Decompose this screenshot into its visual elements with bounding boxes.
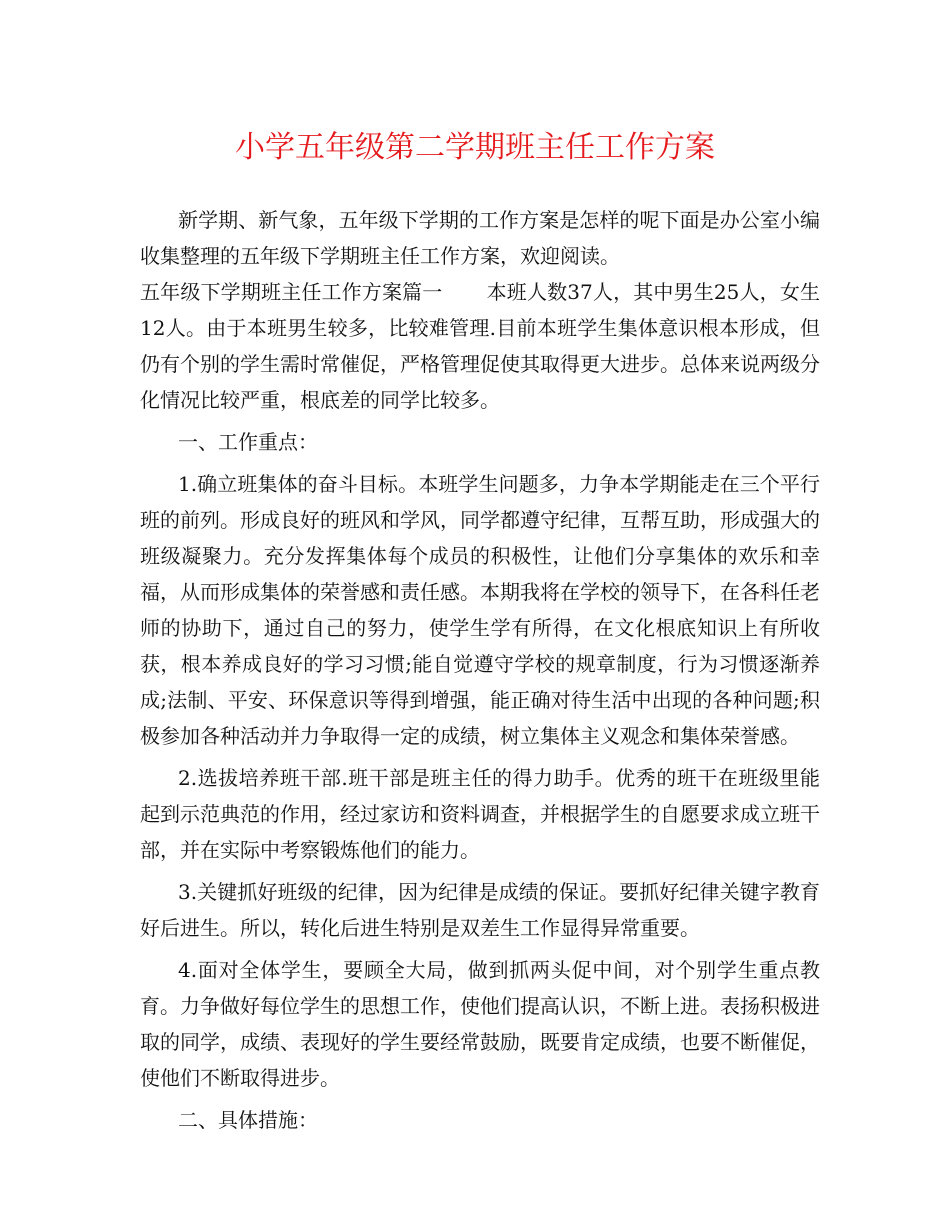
class-info-text: 本班人数37人，其中男生25人，女生12人。由于本班男生较多，比较难管理.目前本班学生集体意识根本形成，但仍有个别的学生需时常催促，严格管理促使其取得更大进步。总体来说两级分化情况比较严重，根底差的同学比较多。 <box>140 280 820 412</box>
point-2-paragraph: 2.选拔培养班干部.班干部是班主任的得力助手。优秀的班干在班级里能起到示范典范的作用，经过家访和资料调查，并根据学生的自愿要求成立班干部，并在实际中考察锻炼他们的能力。 <box>140 766 820 862</box>
point-4-paragraph: 4.面对全体学生，要顾全大局，做到抓两头促中间，对个别学生重点教育。力争做好每位学生的思想工作，使他们提高认识，不断上进。表扬积极进取的同学，成绩、表现好的学生要经常鼓励，既要肯定成绩，也要不断催促，使他们不断取得进步。 <box>140 958 820 1090</box>
section-heading-1: 一、工作重点： <box>178 430 318 454</box>
point-1-paragraph: 1.确立班集体的奋斗目标。本班学生问题多，力争本学期能走在三个平行班的前列。形成良好的班风和学风，同学都遵守纪律，互帮互助，形成强大的班级凝聚力。充分发挥集体每个成员的积极性，让他们分享集体的欢乐和幸福，从而形成集体的荣誉感和责任感。本期我将在学校的领导下，在各科任老师的协助下，通过自己的努力，使学生学有所得，在文化根底知识上有所收获，根本养成良好的学习习惯;能自觉遵守学校的规章制度，行为习惯逐渐养成;法制、平安、环保意识等得到增强，能正确对待生活中出现的各种问题;积极参加各种活动并力争取得一定的成绩，树立集体主义观念和集体荣誉感。 <box>140 472 820 748</box>
class-info-paragraph <box>140 274 820 418</box>
section-label: 五年级下学期班主任工作方案篇一 <box>140 280 443 304</box>
document-body <box>140 202 820 1144</box>
intro-paragraph: 新学期、新气象，五年级下学期的工作方案是怎样的呢下面是办公室小编收集整理的五年级下学期班主任工作方案，欢迎阅读。 <box>140 208 820 268</box>
point-3-paragraph: 3.关键抓好班级的纪律，因为纪律是成绩的保证。要抓好纪律关键字教育好后进生。所以，转化后进生特别是双差生工作显得异常重要。 <box>140 880 820 940</box>
document-title: 小学五年级第二学期班主任工作方案 <box>235 130 715 165</box>
section-heading-2: 二、具体措施： <box>178 1108 318 1132</box>
